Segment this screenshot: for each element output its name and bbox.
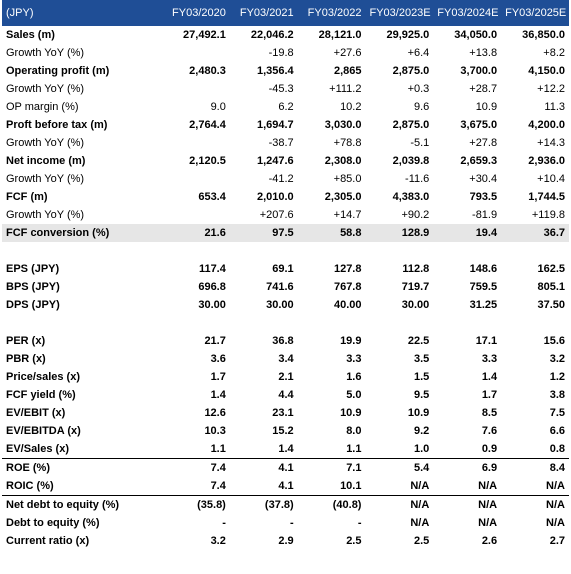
value-cell: 30.00 (198, 299, 226, 311)
table-row (2, 206, 569, 224)
value-cell: +6.4 (407, 47, 430, 59)
value-cell: 3.2 (549, 353, 565, 365)
value-cell: 2,875.0 (392, 65, 430, 77)
value-cell: 4.4 (278, 389, 294, 401)
value-cell: +28.7 (469, 83, 498, 95)
spacer-cell (298, 242, 366, 260)
row-label: FCF yield (%) (6, 389, 76, 401)
value-cell: +14.7 (333, 209, 362, 221)
value-cell: N/A (478, 480, 498, 492)
value-cell: 30.00 (401, 299, 430, 311)
value-cell: 3.4 (278, 353, 294, 365)
value-cell: +30.4 (469, 173, 498, 185)
row-label: FCF conversion (%) (2, 224, 162, 242)
value-cell: 1.1 (346, 443, 362, 455)
value-cell: 3.8 (549, 389, 565, 401)
value-cell: 2.5 (414, 535, 430, 547)
value-cell: +8.2 (543, 47, 565, 59)
value-cell: 117.4 (198, 263, 226, 275)
value-cell: 2,480.3 (189, 65, 226, 77)
table-row (2, 116, 569, 134)
value-cell: 4.1 (230, 459, 298, 478)
currency-header: (JPY) (2, 0, 162, 26)
table-row (2, 170, 569, 188)
value-cell: 8.4 (501, 459, 569, 478)
value-cell: - (222, 517, 226, 529)
table-row (2, 386, 569, 404)
value-cell: 3.5 (414, 353, 430, 365)
spacer-cell (433, 314, 501, 332)
value-cell: +207.6 (259, 209, 294, 221)
value-cell: 15.6 (543, 335, 565, 347)
value-cell: 40.00 (333, 299, 362, 311)
value-cell (162, 206, 230, 224)
year-header: FY03/2024E (433, 0, 501, 26)
value-cell (162, 170, 230, 188)
value-cell: 2,875.0 (392, 119, 430, 131)
row-label: Growth YoY (%) (6, 47, 85, 59)
table-row (2, 422, 569, 440)
value-cell: 3.3 (346, 353, 362, 365)
value-cell: 1,247.6 (256, 155, 294, 167)
value-cell: 22,046.2 (250, 29, 294, 41)
year-header: FY03/2023E (365, 0, 433, 26)
value-cell: -5.1 (410, 137, 430, 149)
value-cell: 162.5 (537, 263, 565, 275)
row-label: Price/sales (x) (6, 371, 80, 383)
value-cell: 21.7 (204, 335, 226, 347)
table-row (2, 260, 569, 278)
value-cell: +13.8 (469, 47, 498, 59)
value-cell: 653.4 (198, 191, 226, 203)
value-cell: 27,492.1 (183, 29, 226, 41)
year-header: FY03/2022 (298, 0, 366, 26)
table-row (2, 26, 569, 44)
value-cell: 9.2 (414, 425, 430, 437)
value-cell (162, 80, 230, 98)
row-label: FCF (m) (6, 191, 48, 203)
row-label: Proft before tax (m) (6, 119, 108, 131)
value-cell: 2,764.4 (189, 119, 226, 131)
value-cell: +27.6 (333, 47, 362, 59)
value-cell: 2,865 (333, 65, 362, 77)
value-cell: 34,050.0 (454, 29, 498, 41)
value-cell: 7.4 (162, 459, 230, 478)
value-cell: +10.4 (537, 173, 565, 185)
spacer-cell (365, 242, 433, 260)
value-cell: 148.6 (469, 263, 498, 275)
table-row (2, 80, 569, 98)
value-cell: 8.5 (481, 407, 498, 419)
financial-summary-table (2, 0, 569, 550)
value-cell: N/A (478, 517, 498, 529)
value-cell: 10.1 (340, 480, 362, 492)
value-cell: 9.5 (414, 389, 430, 401)
value-cell: 9.0 (210, 101, 226, 113)
value-cell: 1.4 (481, 371, 498, 383)
value-cell: 97.5 (230, 224, 298, 242)
value-cell: - (357, 517, 362, 529)
value-cell: 719.7 (401, 281, 430, 293)
value-cell: 1,356.4 (256, 65, 294, 77)
value-cell: 2.6 (481, 535, 498, 547)
value-cell: 23.1 (272, 407, 294, 419)
table-row (2, 278, 569, 296)
year-header: FY03/2025E (501, 0, 569, 26)
value-cell: 31.25 (469, 299, 498, 311)
spacer-row (2, 242, 569, 260)
row-label: BPS (JPY) (6, 281, 60, 293)
table-row (2, 368, 569, 386)
table-row (2, 98, 569, 116)
value-cell (162, 134, 230, 152)
row-label: DPS (JPY) (6, 299, 60, 311)
value-cell: 1.2 (549, 371, 565, 383)
value-cell: 2.5 (346, 535, 362, 547)
value-cell: 2,308.0 (324, 155, 362, 167)
row-label: EV/EBIT (x) (6, 407, 66, 419)
value-cell: 10.9 (475, 101, 498, 113)
table-row (2, 224, 569, 242)
value-cell: 30.00 (266, 299, 294, 311)
value-cell: 696.8 (198, 281, 226, 293)
table-row (2, 44, 569, 62)
value-cell: 1.0 (414, 443, 430, 455)
value-cell: +90.2 (401, 209, 430, 221)
value-cell: 7.4 (210, 480, 226, 492)
value-cell: 21.6 (162, 224, 230, 242)
value-cell: 0.9 (481, 443, 498, 455)
value-cell: 7.6 (481, 425, 498, 437)
table-row (2, 350, 569, 368)
value-cell: 4,150.0 (528, 65, 565, 77)
spacer-row (2, 314, 569, 332)
row-label: Growth YoY (%) (6, 209, 85, 221)
value-cell: 2.7 (549, 535, 565, 547)
value-cell: 7.5 (549, 407, 565, 419)
row-label: EV/EBITDA (x) (6, 425, 81, 437)
table-row (2, 404, 569, 422)
row-label: Growth YoY (%) (6, 83, 85, 95)
value-cell: 759.5 (469, 281, 498, 293)
value-cell: +119.8 (531, 209, 565, 221)
value-cell: 2,039.8 (392, 155, 430, 167)
row-label: ROE (%) (2, 459, 162, 478)
value-cell: 1.1 (210, 443, 226, 455)
value-cell: 37.50 (537, 299, 565, 311)
value-cell: 3,700.0 (460, 65, 498, 77)
row-label: EPS (JPY) (6, 263, 60, 275)
table-row (2, 134, 569, 152)
table-row (2, 296, 569, 314)
value-cell: (35.8) (162, 496, 230, 515)
value-cell: 1.6 (346, 371, 362, 383)
value-cell: 10.2 (340, 101, 362, 113)
value-cell: N/A (546, 517, 565, 529)
spacer-cell (298, 314, 366, 332)
value-cell: 6.6 (549, 425, 565, 437)
value-cell: N/A (410, 517, 430, 529)
value-cell: 1.7 (210, 371, 226, 383)
value-cell: N/A (365, 496, 433, 515)
row-label: PER (x) (6, 335, 46, 347)
table-row (2, 459, 569, 478)
value-cell: 5.4 (365, 459, 433, 478)
value-cell: 58.8 (298, 224, 366, 242)
table-header-row (2, 0, 569, 26)
value-cell: -41.2 (268, 173, 294, 185)
value-cell: 10.3 (204, 425, 226, 437)
row-label: Operating profit (m) (6, 65, 110, 77)
value-cell: 36.8 (272, 335, 294, 347)
value-cell: 805.1 (537, 281, 565, 293)
table-row (2, 152, 569, 170)
row-label: Sales (m) (6, 29, 55, 41)
value-cell: -45.3 (268, 83, 294, 95)
value-cell: 1.7 (481, 389, 498, 401)
value-cell: 3,675.0 (460, 119, 498, 131)
value-cell: 2,120.5 (189, 155, 226, 167)
table-row (2, 332, 569, 350)
value-cell: 2.9 (278, 535, 294, 547)
spacer-cell (365, 314, 433, 332)
value-cell: 6.2 (278, 101, 294, 113)
value-cell: 28,121.0 (318, 29, 362, 41)
value-cell: N/A (410, 480, 430, 492)
value-cell: 8.0 (346, 425, 362, 437)
value-cell: 3.6 (210, 353, 226, 365)
table-row (2, 477, 569, 496)
value-cell: 0.8 (549, 443, 565, 455)
value-cell: 2,305.0 (324, 191, 362, 203)
value-cell: 6.9 (433, 459, 501, 478)
spacer-cell (433, 242, 501, 260)
value-cell: +111.2 (329, 83, 362, 95)
value-cell: 128.9 (365, 224, 433, 242)
spacer-cell (162, 314, 230, 332)
value-cell: +78.8 (333, 137, 362, 149)
table-row (2, 496, 569, 515)
value-cell: 2,936.0 (528, 155, 565, 167)
value-cell: 2,010.0 (256, 191, 294, 203)
table-row (2, 188, 569, 206)
row-label: Current ratio (x) (6, 535, 90, 547)
value-cell: 2,659.3 (460, 155, 498, 167)
year-header: FY03/2020 (162, 0, 230, 26)
value-cell: 9.6 (414, 101, 430, 113)
value-cell: -81.9 (472, 209, 498, 221)
value-cell: 1,694.7 (256, 119, 294, 131)
value-cell: +0.3 (407, 83, 430, 95)
table-row (2, 514, 569, 532)
spacer-cell (2, 314, 162, 332)
value-cell: 19.4 (433, 224, 501, 242)
value-cell: 741.6 (266, 281, 294, 293)
table-row (2, 532, 569, 550)
value-cell: 112.8 (402, 263, 430, 275)
value-cell: 127.8 (333, 263, 362, 275)
spacer-cell (230, 314, 298, 332)
value-cell: (40.8) (298, 496, 366, 515)
spacer-cell (230, 242, 298, 260)
row-label: ROIC (%) (6, 480, 54, 492)
spacer-cell (501, 314, 569, 332)
value-cell: 3.3 (481, 353, 498, 365)
spacer-cell (162, 242, 230, 260)
year-header: FY03/2021 (230, 0, 298, 26)
value-cell: 69.1 (272, 263, 294, 275)
row-label: EV/Sales (x) (6, 443, 69, 455)
value-cell: 19.9 (340, 335, 362, 347)
row-label: Debt to equity (%) (6, 517, 100, 529)
value-cell: 1.4 (278, 443, 294, 455)
value-cell: N/A (433, 496, 501, 515)
table-row (2, 440, 569, 459)
row-label: PBR (x) (6, 353, 46, 365)
value-cell: 36,850.0 (522, 29, 565, 41)
row-label: OP margin (%) (6, 101, 79, 113)
value-cell: 4,200.0 (528, 119, 565, 131)
value-cell: 1.4 (210, 389, 226, 401)
value-cell: 4.1 (278, 480, 294, 492)
spacer-cell (2, 242, 162, 260)
value-cell: (37.8) (230, 496, 298, 515)
value-cell: N/A (501, 496, 569, 515)
row-label: Growth YoY (%) (6, 173, 85, 185)
value-cell: 10.9 (340, 407, 362, 419)
value-cell: -11.6 (405, 173, 430, 185)
value-cell: -19.8 (268, 47, 294, 59)
value-cell: 767.8 (333, 281, 362, 293)
value-cell: 793.5 (469, 191, 498, 203)
value-cell: +12.2 (537, 83, 565, 95)
table-body (2, 26, 569, 550)
value-cell: 1,744.5 (528, 191, 565, 203)
value-cell: 22.5 (407, 335, 430, 347)
value-cell: 11.3 (544, 101, 565, 113)
value-cell: 29,925.0 (386, 29, 430, 41)
value-cell: 7.1 (298, 459, 366, 478)
value-cell: 4,383.0 (392, 191, 430, 203)
value-cell: 1.5 (414, 371, 430, 383)
value-cell: 3,030.0 (324, 119, 362, 131)
value-cell: 17.1 (475, 335, 498, 347)
row-label: Net debt to equity (%) (2, 496, 162, 515)
value-cell: -38.7 (268, 137, 294, 149)
value-cell: 5.0 (346, 389, 362, 401)
row-label: Net income (m) (6, 155, 86, 167)
value-cell: 36.7 (501, 224, 569, 242)
value-cell: - (290, 517, 294, 529)
value-cell (162, 44, 230, 62)
value-cell: +27.8 (469, 137, 498, 149)
value-cell: 12.6 (204, 407, 226, 419)
value-cell: 10.9 (407, 407, 430, 419)
value-cell: +14.3 (537, 137, 565, 149)
value-cell: +85.0 (333, 173, 362, 185)
value-cell: 3.2 (210, 535, 226, 547)
value-cell: 15.2 (272, 425, 294, 437)
table-row (2, 62, 569, 80)
value-cell: 2.1 (278, 371, 294, 383)
spacer-cell (501, 242, 569, 260)
row-label: Growth YoY (%) (6, 137, 85, 149)
value-cell: N/A (546, 480, 565, 492)
